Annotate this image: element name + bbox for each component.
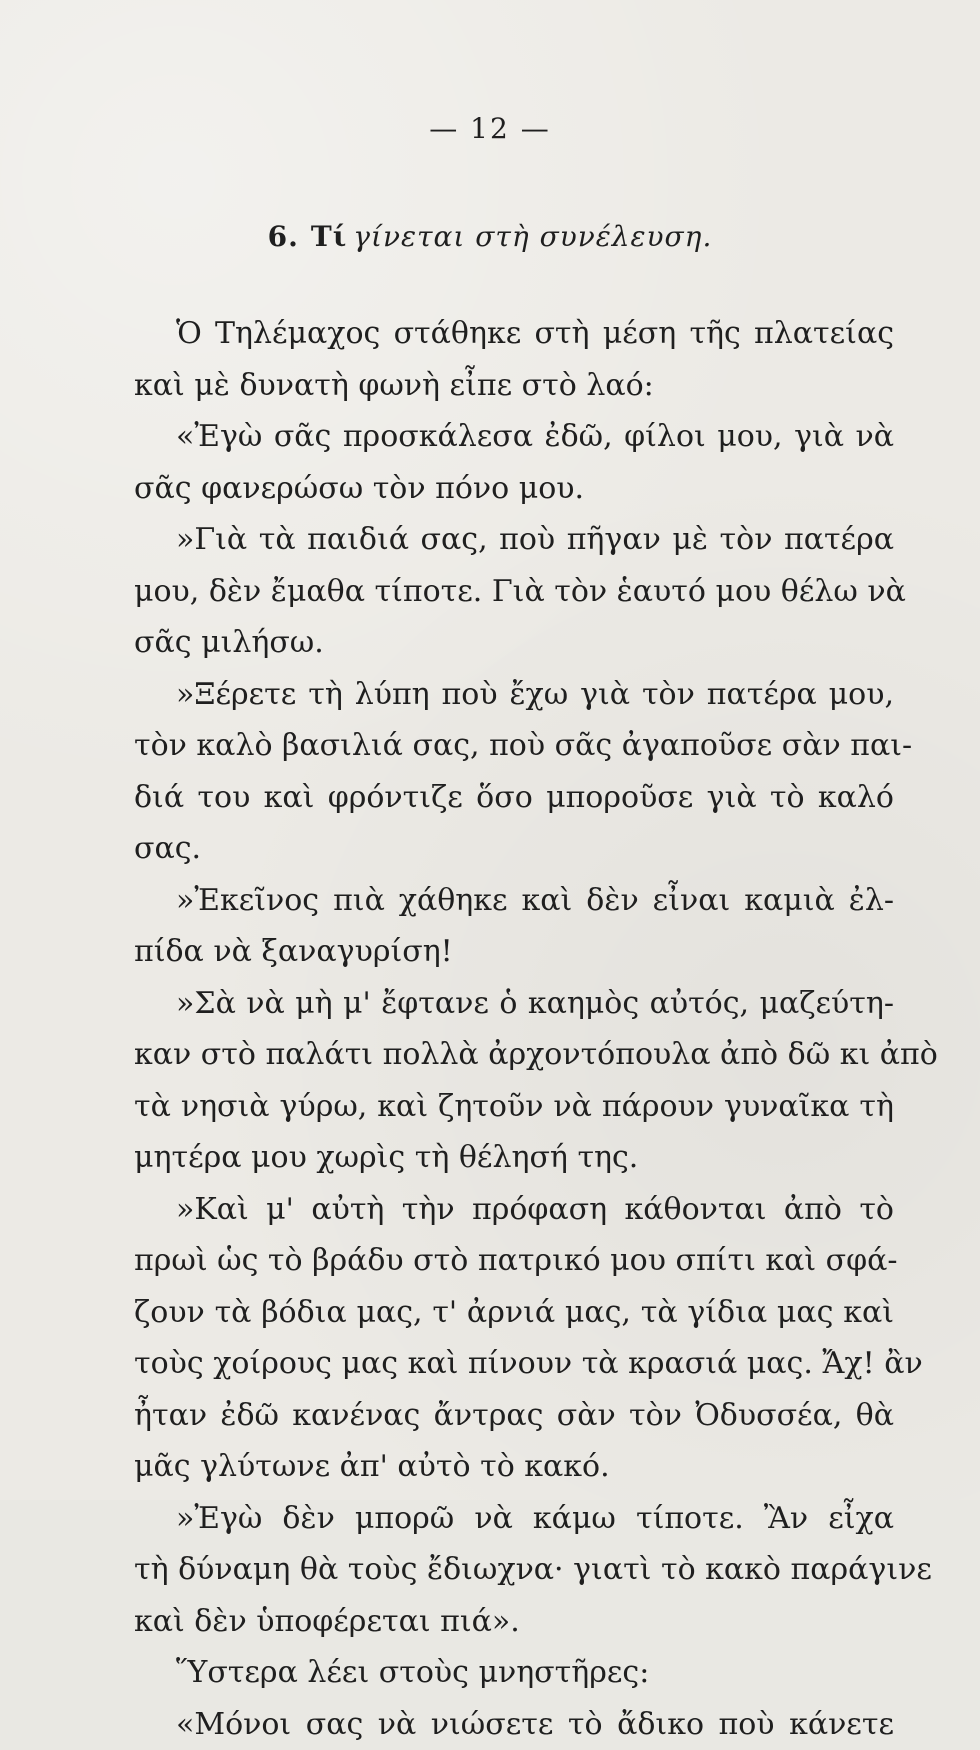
chapter-heading [0, 220, 980, 253]
chapter-title: γίνεται στὴ συνέλευση. [353, 220, 712, 253]
text-line: »Καὶ μ' αὐτὴ τὴν πρόφαση κάθονται ἀπὸ τὸ [134, 1184, 894, 1236]
text-line: »Ξέρετε τὴ λύπη ποὺ ἔχω γιὰ τὸν πατέρα μου, [134, 669, 894, 721]
text-line: πίδα νὰ ξαναγυρίση! [134, 926, 894, 978]
text-line: σᾶς μιλήσω. [134, 617, 894, 669]
text-line: τὸν καλὸ βασιλιά σας, ποὺ σᾶς ἀγαποῦσε σὰν παι- [134, 720, 894, 772]
text-line: σᾶς φανερώσω τὸν πόνο μου. [134, 463, 894, 515]
text-line: ζουν τὰ βόδια μας, τ' ἀρνιά μας, τὰ γίδια μας καὶ [134, 1287, 894, 1339]
text-line: »Ἐκεῖνος πιὰ χάθηκε καὶ δὲν εἶναι καμιὰ ἐλ- [134, 875, 894, 927]
text-line: «Μόνοι σας νὰ νιώσετε τὸ ἄδικο ποὺ κάνετε [134, 1699, 894, 1750]
text-line: σας. [134, 823, 894, 875]
text-line: διά του καὶ φρόντιζε ὅσο μποροῦσε γιὰ τὸ καλό [134, 772, 894, 824]
text-line: »Σὰ νὰ μὴ μ' ἔφτανε ὁ καημὸς αὐτός, μαζεύτη- [134, 978, 894, 1030]
text-line: μητέρα μου χωρὶς τὴ θέλησή της. [134, 1132, 894, 1184]
text-line: μᾶς γλύτωνε ἀπ' αὐτὸ τὸ κακό. [134, 1441, 894, 1493]
text-line: »Ἐγὼ δὲν μπορῶ νὰ κάμω τίποτε. Ἂν εἶχα [134, 1493, 894, 1545]
chapter-number: 6. [268, 220, 299, 253]
text-line: »Γιὰ τὰ παιδιά σας, ποὺ πῆγαν μὲ τὸν πατέρα [134, 514, 894, 566]
text-line: μου, δὲν ἔμαθα τίποτε. Γιὰ τὸν ἑαυτό μου θέλω νὰ [134, 566, 894, 618]
chapter-title-lead: Τί [311, 220, 347, 253]
page-number: — 12 — [0, 112, 980, 145]
text-line: «Ἐγὼ σᾶς προσκάλεσα ἐδῶ, φίλοι μου, γιὰ νὰ [134, 411, 894, 463]
text-line: τὴ δύναμη θὰ τοὺς ἔδιωχνα· γιατὶ τὸ κακὸ παράγινε [134, 1544, 894, 1596]
body-text [134, 308, 894, 1750]
text-line: Ὁ Τηλέμαχος στάθηκε στὴ μέση τῆς πλατείας [134, 308, 894, 360]
text-line: Ὕστερα λέει στοὺς μνηστῆρες: [134, 1647, 894, 1699]
text-line: καὶ δὲν ὑποφέρεται πιά». [134, 1596, 894, 1648]
text-line: καὶ μὲ δυνατὴ φωνὴ εἶπε στὸ λαό: [134, 360, 894, 412]
text-line: τοὺς χοίρους μας καὶ πίνουν τὰ κρασιά μας. Ἄχ! ἂν [134, 1338, 894, 1390]
text-line: τὰ νησιὰ γύρω, καὶ ζητοῦν νὰ πάρουν γυναῖκα τὴ [134, 1081, 894, 1133]
text-line: πρωὶ ὡς τὸ βράδυ στὸ πατρικό μου σπίτι καὶ σφά- [134, 1235, 894, 1287]
text-line: ἦταν ἐδῶ κανένας ἄντρας σὰν τὸν Ὀδυσσέα, θὰ [134, 1390, 894, 1442]
text-line: καν στὸ παλάτι πολλὰ ἀρχοντόπουλα ἀπὸ δῶ κι ἀπὸ [134, 1029, 894, 1081]
